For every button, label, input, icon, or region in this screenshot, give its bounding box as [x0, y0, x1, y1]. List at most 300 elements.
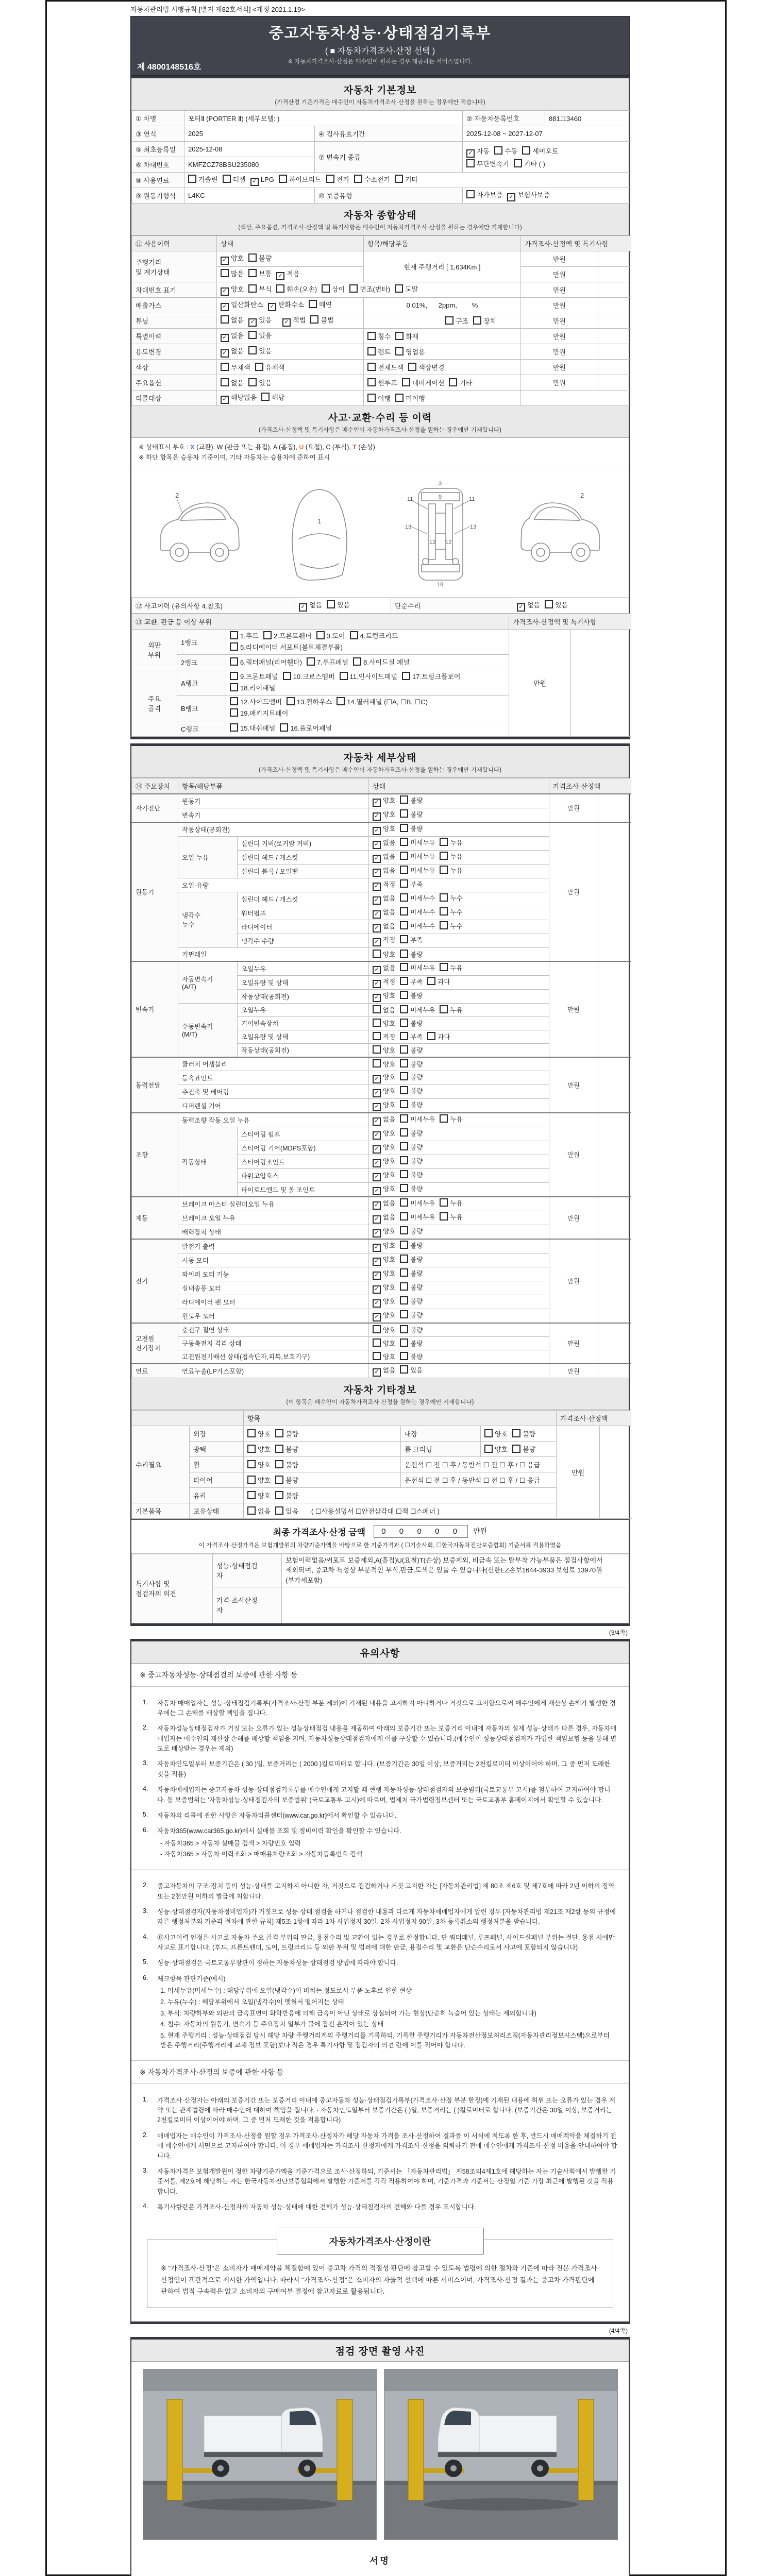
checkbox: ✓ [507, 193, 515, 201]
option-label: 15.대쉬패널 [240, 724, 276, 733]
final-price-digits: 0 0 0 0 0 [374, 1525, 468, 1538]
repair-row: 주요 골격 A랭크 9.프론트패널 10.크로스멤버 11.인사이드패널 17.트렁크플로어 18.리어패널 [132, 670, 631, 696]
simple-repair-options [513, 598, 631, 614]
option-label: 없음 [383, 908, 396, 916]
option-group [188, 176, 423, 183]
option-label: 16.플로어패널 [290, 724, 332, 733]
other-title: 자동차 기타정보 [343, 1384, 417, 1396]
checkbox: ✓ [221, 287, 229, 296]
option-label: LPG [260, 176, 274, 183]
summary-row: 배출가스 ✓ 일산화탄소 ✓ 탄화수소 매연 0.01%, 2ppm, % 만원 [132, 298, 631, 313]
detail-row: 브레이크 오일 누유 ✓ 없음 미세누유 누유 [132, 1211, 631, 1225]
checkbox [248, 284, 257, 293]
detail-title: 자동차 세부상태 [343, 752, 417, 764]
option-label: 불량 [410, 1143, 423, 1151]
detail-row: 등속죠인트 ✓ 양호 불량 [132, 1071, 631, 1084]
checkbox: ✓ [373, 812, 381, 821]
inspection-photo-1 [143, 2369, 377, 2540]
option-label: 8.사이드실 패널 [363, 658, 410, 666]
fuel-options [184, 173, 631, 188]
checkbox [484, 1429, 493, 1437]
price-cell: 만원 [521, 375, 598, 391]
option-label: 미세누수 [410, 908, 435, 916]
option-label: 양호 [383, 1242, 396, 1249]
checkbox [400, 1212, 408, 1221]
checkbox [221, 378, 229, 386]
option-group [373, 867, 467, 874]
option-label: 미세누유 [410, 867, 435, 874]
detail-row: 타이로드엔드 및 볼 조인트 ✓ 양호 불량 [132, 1182, 631, 1197]
option-label: 누유 [450, 964, 463, 972]
detail-row: 실린더 헤드 / 개스킷 ✓ 없음 미세누유 누유 [132, 850, 631, 864]
notices-blockC-header: ※ 자동차가격조사·산정의 보증에 관한 사항 등 [131, 2060, 629, 2084]
price-cell: 만원 [521, 282, 598, 298]
option-label: 누수 [450, 894, 463, 902]
summary-row: 리콜대상 ✓ 해당없음 해당 이행 미이행 [132, 391, 631, 406]
checkbox: ✓ [373, 1215, 381, 1224]
option-label: 불량 [410, 1269, 423, 1277]
option-label: 부족 [410, 936, 423, 944]
detail-row: 냉각수 누수 실린더 헤드 / 개스킷 ✓ 없음 미세누수 누수 [132, 892, 631, 906]
checkbox: ✓ [268, 303, 276, 311]
option-label: 불량 [410, 810, 423, 818]
option-label: 누유 [450, 853, 463, 860]
checkbox: ✓ [373, 910, 381, 919]
checkbox [247, 1506, 256, 1515]
checkbox [400, 1282, 408, 1291]
status-code: ※ 상태표시 부호 : [139, 444, 191, 451]
detail-row: 라디에이터 ✓ 없음 미세누수 누수 [132, 920, 631, 934]
notices-listC [131, 2084, 629, 2223]
status-code-legend [139, 442, 621, 452]
option-label: 누수 [450, 908, 463, 916]
option-group [373, 978, 455, 986]
option-label: 18.리어패널 [240, 684, 276, 692]
document-header [130, 16, 630, 76]
option-label: 불량 [410, 1020, 423, 1028]
option-label: 없음 [383, 853, 396, 860]
price-cell: 만원 [549, 1323, 598, 1364]
car-diagram-underbody [388, 477, 493, 588]
other-row: 유리 양호 불량 [132, 1487, 631, 1503]
option-label: 있음 [410, 1366, 423, 1374]
checkbox: ✓ [373, 924, 381, 933]
option-label: 9.프론트패널 [240, 673, 278, 681]
checkbox [223, 175, 231, 183]
option-label: 양호 [383, 1311, 396, 1319]
checkbox [367, 378, 376, 386]
option-label: 없음 [383, 867, 396, 874]
option-label: 불량 [285, 1461, 299, 1469]
option-group [367, 379, 477, 387]
option-label: 전기 [336, 176, 349, 183]
option-label: 적정 [383, 1033, 396, 1041]
detail-row: 자기진단 원동기 ✓ 양호 불량 만원 [132, 794, 631, 808]
checkbox [440, 1114, 448, 1123]
checkbox: ✓ [373, 869, 381, 877]
option-label: 누유 [450, 1007, 463, 1014]
option-group [230, 709, 293, 717]
option-group [221, 255, 276, 262]
option-label: 3.도어 [326, 632, 345, 640]
option-label: 양호 [258, 1430, 271, 1438]
option-label: 불량 [410, 1061, 423, 1069]
checkbox [248, 253, 257, 262]
option-label: 침수 [378, 333, 391, 341]
checkbox [230, 672, 238, 680]
section-basic-and-summary [130, 76, 630, 739]
photos-title: 점검 장면 촬영 사진 [335, 2346, 425, 2357]
option-label: 부족 [410, 1033, 423, 1041]
checkbox [340, 672, 348, 680]
checkbox [400, 1296, 408, 1304]
checkbox [440, 963, 448, 971]
option-group [230, 658, 414, 666]
detail-row: 전기 발전기 출력 ✓ 양호 불량 만원 [132, 1239, 631, 1253]
option-group [373, 951, 427, 958]
signature-label: 서명 [369, 2555, 391, 2566]
option-label: 10.크로스멤버 [293, 673, 335, 681]
detail-row: 오일 누유 실린더 커버(로커암 커버) ✓ 없음 미세누유 누유 [132, 836, 631, 850]
option-label: 적음 [287, 270, 300, 278]
checkbox [400, 1268, 408, 1277]
option-label: 누유 [450, 1213, 463, 1221]
option-label: 불량 [410, 796, 423, 804]
checkbox [449, 378, 457, 386]
price-cell: 만원 [549, 1113, 598, 1197]
price-cell: 만원 [549, 1197, 598, 1239]
option-group [373, 1088, 427, 1095]
option-label: 양호 [495, 1445, 508, 1453]
accident-title: 사고·교환·수리 등 이력 [328, 413, 432, 423]
option-group [373, 1200, 467, 1207]
option-label: 미세누유 [410, 839, 435, 846]
option-label: 양호 [495, 1430, 508, 1438]
final-price-unit: 만원 [473, 1527, 488, 1536]
option-group [373, 1158, 427, 1165]
checkbox [350, 631, 358, 639]
option-label: 누유 [450, 867, 463, 874]
option-group [373, 895, 467, 902]
inspection-photo-2 [384, 2369, 618, 2540]
checkbox [247, 1429, 256, 1437]
option-group [373, 1298, 427, 1305]
note-subitem: 5. 현재 주행거리 : 성능·상태점검 당시 해당 차량 주행거리계의 주행거리를 기록하되, 기록한 주행거리가 자동차전산정보처리조직(자동차관리정보시스템)으로부터 받은 주행거리(주행거리계 교체 정보 포함)보다 적은 경우 특기사항 및 점검자의 의견 란에 이를 적어야 합니다. [160, 2032, 610, 2049]
other-row: 타이어 양호 불량 운전석 ☐ 전 ☐ 후 / 동반석 ☐ 전 ☐ 후 / ☐ 응급 [132, 1472, 631, 1487]
checkbox [337, 697, 345, 705]
status-code: (손상) [356, 444, 375, 451]
option-label: 탄화수소 [278, 301, 305, 309]
option-group [466, 146, 627, 158]
price-cell: 만원 [549, 1239, 598, 1323]
checkbox [440, 1005, 448, 1013]
option-label: 전체도색 [378, 364, 404, 371]
checkbox [230, 697, 238, 705]
detail-row: 구동축전지 격리 상태 양호 불량 [132, 1336, 631, 1350]
inspection-photos [131, 2362, 629, 2543]
option-group [373, 1228, 427, 1235]
option-label: 11.인사이드패널 [349, 673, 397, 681]
price-cell: 만원 [521, 360, 598, 375]
checkbox [247, 1445, 256, 1453]
detail-row: 디퍼렌셜 기어 ✓ 양호 불량 [132, 1098, 631, 1113]
checkbox [400, 1019, 408, 1027]
detail-row: 오일유량 및 상태 적정 부족 과다 [132, 1030, 631, 1043]
option-label: 양호 [383, 1143, 396, 1151]
checkbox [230, 631, 238, 639]
option-group [221, 285, 423, 293]
option-label: 없음 [383, 1115, 396, 1123]
summary-row: 주행거리 및 계기상태 ✓ 양호 불량 현재 주행거리 [ 1,634Km ] 만원 [132, 251, 631, 267]
checkbox [307, 657, 315, 666]
option-label: 불법 [321, 316, 334, 324]
option-label: 불량 [523, 1430, 536, 1438]
option-label: 자동 [477, 147, 490, 155]
checkbox [400, 795, 408, 804]
checkbox [373, 1045, 381, 1054]
option-group [282, 316, 338, 324]
checkbox [248, 269, 257, 277]
checkbox [373, 1005, 381, 1013]
checkbox: ✓ [373, 827, 381, 835]
checkbox [400, 1184, 408, 1192]
option-label: 디젤 [232, 176, 246, 183]
checkbox [545, 600, 553, 608]
svg-text:18: 18 [437, 581, 444, 588]
checkbox [275, 1476, 283, 1484]
note-item: 4. 특기사항란은 가격조사·산정자의 자동차 성능·상태에 대한 견해가 성능·상태점검자의 견해와 다를 경우 표시합니다. [143, 2202, 476, 2211]
note-item: 2. 매매업자는 매수인이 가격조사·산정을 원할 경우 가격조사·산정자가 해당 자동차 가격을 조사·산정하여 결과를 이 서식에 적도록 한 후, 반드시 매매계약을 체결하기 전에 매수인에게 서면으로 고지하여야 합니다. 이 경우 매매업자는 가격조사·산정자에게 가격조사·산정을 의뢰하기 전에 매수인에게 가격조사·산정 비용을 안내하여야 합니다. [143, 2131, 617, 2160]
checkbox [400, 950, 408, 958]
detail-row: 스티어링 기어(MDPS포함) ✓ 양호 불량 [132, 1141, 631, 1155]
option-group [373, 1214, 467, 1221]
checkbox [275, 1491, 283, 1499]
detail-row: 오일 유량 ✓ 적정 부족 [132, 878, 631, 892]
summary-header-row: ⑪ 사용이력 상태 항목/해당부품 가격조사·산정액 및 특기사항 [132, 236, 631, 251]
option-label: 양호 [383, 1269, 396, 1277]
checkbox [353, 657, 361, 666]
checkbox: ✓ [276, 272, 284, 280]
note-subitem: 4. 침수: 자동차의 원동기, 변속기 등 주요장치 일부가 물에 잠긴 흔적이 있는 상태 [160, 2021, 384, 2028]
checkbox [367, 394, 376, 402]
option-group [221, 301, 337, 309]
svg-text:9: 9 [439, 494, 442, 500]
checkbox [400, 907, 408, 916]
checkbox [279, 175, 287, 183]
section-photos [130, 2337, 630, 2576]
checkbox [400, 1170, 408, 1178]
checkbox: ✓ [373, 1187, 381, 1195]
accident-history-table [131, 598, 631, 614]
option-group [247, 1446, 303, 1453]
option-label: 가솔린 [198, 176, 218, 183]
option-label: 불량 [410, 1311, 423, 1319]
checkbox [400, 1072, 408, 1080]
option-label: 렌트 [378, 348, 391, 356]
option-group [373, 992, 427, 999]
repair-row: 2랭크 6.쿼터패널(리어휀다) 7.루프패널 8.사이드실 패널 [132, 655, 631, 670]
checkbox [400, 1226, 408, 1234]
checkbox [367, 363, 376, 371]
option-group [373, 964, 467, 972]
option-label: 기타 [459, 379, 473, 387]
option-label: 불량 [410, 1101, 423, 1109]
repair-row: C랭크 15.대쉬패널 16.플로어패널 [132, 721, 631, 736]
checkbox [522, 146, 530, 155]
checkbox: ✓ [373, 994, 381, 1002]
option-label: 세미오토 [532, 147, 559, 155]
option-label: 미세누유 [410, 1213, 435, 1221]
option-label: 영업용 [406, 348, 425, 356]
checkbox: ✓ [373, 966, 381, 974]
option-group [373, 1061, 427, 1068]
option-label: 불량 [410, 1157, 423, 1165]
other-subtitle: (이 항목은 매수인이 자동차가격조사·산정을 원하는 경우에만 기재합니다) [286, 1399, 474, 1405]
checkbox [326, 175, 334, 183]
checkbox [400, 879, 408, 888]
detail-table [131, 778, 631, 1378]
checkbox: ✓ [373, 1272, 381, 1280]
checkbox: ✓ [221, 349, 229, 358]
status-code: (판금 또는 용접), [223, 444, 273, 451]
note-item: 1. 가격조사·산정자는 아래의 보증기간 또는 보증거리 이내에 중고자동차 성능·상태점검기록부(가격조사·산정 부분 한정)에 기재된 내용에 허위 또는 오류가 있는 경우 계약 또는 관계법령에 따라 매수인에 대하여 책임을 집니다. · 자동차인도일부터 보증기간은 ( )일, 보증거리는 ( )킬로미터로 합니다. (보증기간은 30일 이상, 보증거리는 2천킬로미터 이상이어야 하며, 그 중 먼저 도래한 것을 적용합니다) [143, 2095, 615, 2124]
checkbox [373, 950, 381, 958]
detail-row: 실린더 블록 / 오일팬 ✓ 없음 미세누유 누유 [132, 864, 631, 878]
checkbox: ✓ [373, 980, 381, 988]
checkbox: ✓ [248, 318, 257, 327]
note-subitem: 2. 누유(누수) : 해당부위에서 오일(냉각수)이 맺혀서 떨어지는 상태 [160, 1998, 344, 2006]
option-label: 부족 [410, 880, 423, 888]
other-info-table [131, 1410, 631, 1519]
option-label: 양호 [258, 1445, 271, 1453]
summary-table [131, 235, 631, 406]
option-label: 불량 [285, 1492, 299, 1500]
option-label: 부식 [259, 285, 272, 293]
band-accident [131, 406, 629, 438]
option-group [373, 1116, 467, 1123]
checkbox [400, 1005, 408, 1013]
option-label: 불량 [410, 992, 423, 999]
option-label: 양호 [258, 1492, 271, 1500]
detail-row: 커먼레일 양호 불량 [132, 947, 631, 961]
option-label: 불량 [285, 1476, 299, 1484]
option-label: 양호 [383, 1256, 396, 1263]
price-cell: 만원 [509, 630, 571, 737]
checkbox [445, 316, 453, 325]
option-label: 자가보증 [477, 191, 503, 199]
regulation-note: 자동차관리법 시행규칙 [별지 제82호서식] <개정 2021.1.19> [130, 6, 305, 13]
checkbox: ✓ [373, 1103, 381, 1111]
band-photos [131, 2340, 629, 2362]
option-label: 7.루프패널 [316, 658, 349, 666]
checkbox: ✓ [373, 799, 381, 807]
checkbox [367, 332, 376, 340]
price-cell: 만원 [549, 794, 598, 822]
detail-row: 조향 동력조향 작동 오일 누유 ✓ 없음 미세누유 누유 만원 [132, 1113, 631, 1127]
option-group [373, 1367, 427, 1374]
detail-row: 연료 연료누출(LP가스포함) ✓ 없음 있음 만원 [132, 1364, 631, 1378]
checkbox [440, 852, 448, 860]
option-label: 불량 [410, 1327, 423, 1334]
option-label: 무단변속기 [477, 160, 509, 168]
option-label: 미세누수 [410, 922, 435, 930]
checkbox [248, 346, 257, 354]
option-label: 양호 [383, 1340, 396, 1348]
option-group [299, 601, 355, 609]
option-group [373, 1185, 427, 1193]
price-definition-title: 자동차가격조사·산정이란 [277, 2228, 484, 2255]
checkbox [395, 394, 404, 402]
checkbox: ✓ [373, 841, 381, 849]
checkbox [230, 708, 238, 717]
note-item: 2. 중고자동차의 구조·장치 등의 성능·상태를 고지하지 아니한 자, 거짓으로 점검하거나 거짓 고지한 자는 [자동차관리법] 제 80조 제6호 및 제7호에 따라 2년 이하의 징역 또는 2천만원 이하의 벌금에 처합니다. [143, 1882, 615, 1900]
repair-row: B랭크 12.사이드멤버 13.휠하우스 14.필러패널 (☐A, ☐B, ☐C) 19.패키지트레이 [132, 696, 631, 721]
checkbox [400, 1100, 408, 1108]
svg-text:13: 13 [470, 523, 477, 530]
option-label: 불량 [410, 1087, 423, 1095]
option-label: 미세누수 [410, 894, 435, 902]
checkbox [402, 378, 410, 386]
summary-row: 색상 무채색 유채색 전체도색 색상변경 만원 [132, 360, 631, 375]
option-label: 양호 [383, 992, 396, 999]
option-group [230, 684, 280, 692]
checkbox [327, 600, 335, 608]
option-label: 불량 [410, 1353, 423, 1361]
checkbox [400, 838, 408, 846]
option-label: 없음 [231, 316, 244, 324]
option-label: 상이 [332, 285, 345, 293]
checkbox [395, 347, 404, 355]
detail-subtitle: (가격조사·산정액 및 특기사항은 매수인이 자동차가격조사·산정을 원하는 경우에만 기재합니다) [259, 767, 501, 773]
summary-row: 튜닝 없음 ✓ 있음 ✓ 적법 불법 구조 장치 만원 [132, 313, 631, 329]
checkbox: ✓ [373, 1173, 381, 1181]
option-label: 누수 [450, 922, 463, 930]
option-label: 있음 [259, 379, 272, 387]
detail-row: 작동상태(공회전) 양호 불량 [132, 1043, 631, 1057]
detail-row: 파워고압호스 ✓ 양호 불량 [132, 1168, 631, 1182]
option-label: 불량 [410, 1171, 423, 1179]
option-group [221, 379, 276, 387]
checkbox [230, 642, 238, 651]
option-label: 양호 [383, 1073, 396, 1081]
note-subitem: - 자동차365 > 자동차 이력조회 > 매매용차량조회 > 자동차등록번호 검색 [160, 1851, 363, 1858]
checkbox [408, 363, 416, 371]
basic-info-subtitle: (가격산정 기준가격은 매수인이 자동차가격조사·산정을 원하는 경우에만 적습니다) [275, 99, 485, 106]
workshop-photo-illustration [384, 2369, 617, 2539]
checkbox [188, 175, 196, 183]
option-group [230, 643, 347, 651]
detail-row: 기어변속장치 양호 불량 [132, 1016, 631, 1030]
option-label: 없음 [383, 1007, 396, 1014]
detail-row: 변속기 ✓ 양호 불량 [132, 808, 631, 822]
transmission-options [463, 142, 631, 173]
note-subitem: 3. 부식: 차량하부와 외판의 금속표면이 화학반응에 의해 금속이 아닌 상태로 상실되어 가는 현상(단순히 녹슬어 있는 상태는 제외합니다) [160, 2009, 536, 2017]
option-label: 미세누유 [410, 1115, 435, 1123]
option-label: 적정 [383, 936, 396, 944]
detail-row: 와이퍼 모터 기능 ✓ 양호 불량 [132, 1267, 631, 1281]
appraiser-opinion-text [282, 1587, 631, 1623]
checkbox [373, 1338, 381, 1347]
checkbox [230, 683, 238, 691]
option-label: 불량 [410, 1256, 423, 1263]
opinion-row: 특기사항 및 점검자의 의견 성능·상태점검 자 보험이력없음/써포트 보증제외,A(흠집)U(요철)T(손상) 보증제외, 비금속 또는 탈부착 가능부품은 점검사항에서 제외되며, 중고차 특성상 부분적인 부식,판금,도색은 있을 수 있습니다(신한EZ손보1644-3933 보험료 13970원(부가세포함) [132, 1554, 631, 1587]
other-row: 기본품목 보유상태 없음 있음 ( ☐사용설명서 ☐안전삼각대 ☐잭 ☐스패너 ) [132, 1503, 631, 1518]
checkbox: ✓ [373, 896, 381, 905]
option-group [221, 332, 276, 340]
checkbox: ✓ [282, 318, 291, 327]
checkbox [440, 838, 448, 846]
note-item: 5. 성능·상태점검은 국토교통부장관이 정하는 자동차성능·상태점검 방법에 따라야 합니다. [143, 1958, 398, 1967]
